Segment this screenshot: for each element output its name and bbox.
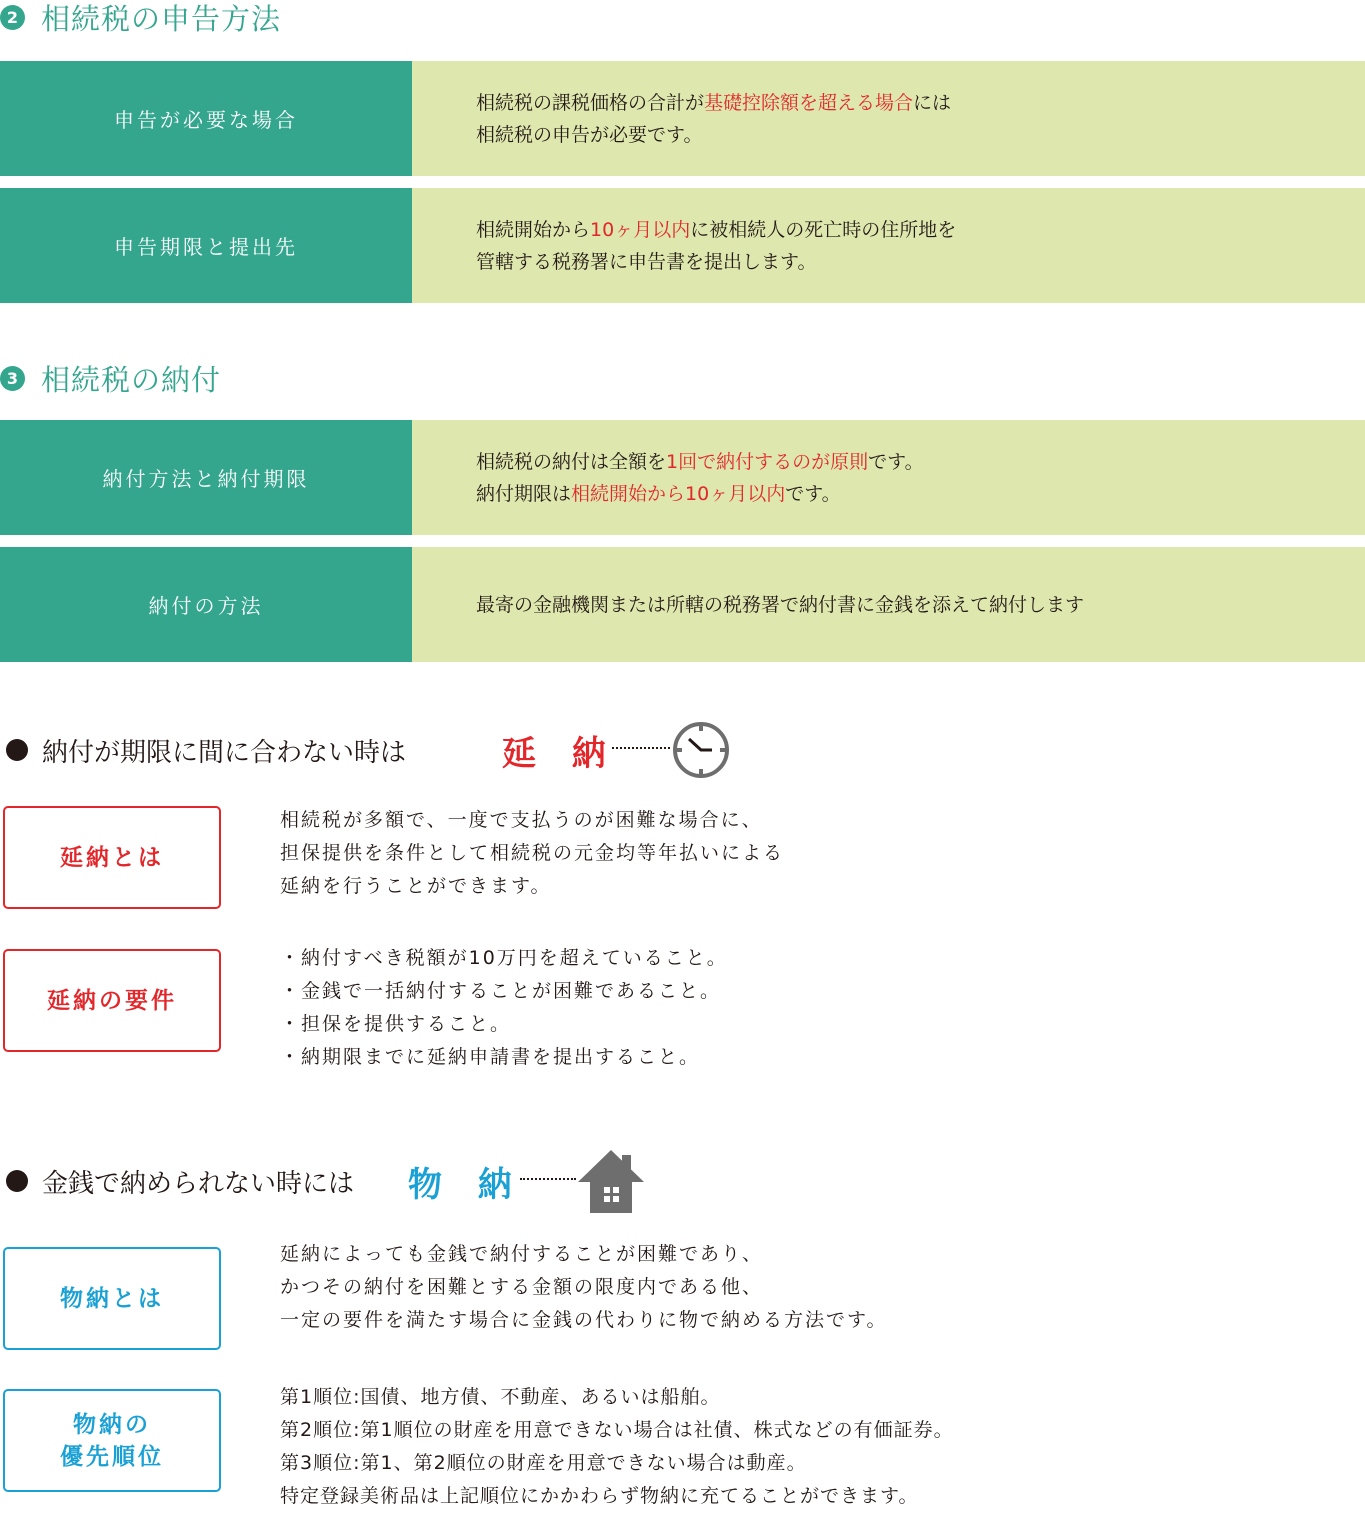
row-line: 管轄する税務署に申告書を提出します。 — [476, 250, 817, 273]
row-body — [412, 61, 1365, 176]
butsunou-priority-list — [280, 1381, 954, 1513]
row-line: 最寄の金融機関または所轄の税務署で納付書に金銭を添えて納付します — [476, 593, 1085, 616]
section2-row-2 — [0, 188, 1365, 303]
row-label: 申告が必要な場合 — [0, 61, 412, 176]
row-body — [412, 420, 1365, 535]
list-item: 特定登録美術品は上記順位にかかわらず物納に充てることができます。 — [280, 1485, 919, 1507]
butsunou-heading-text: 金銭で納められない時には — [42, 1168, 355, 1199]
bullet-dot — [6, 1170, 28, 1192]
ennou-heading-text: 納付が期限に間に合わない時は — [42, 737, 407, 768]
ennou-keyword: 延 納 — [502, 733, 618, 774]
row-label: 納付の方法 — [0, 547, 412, 662]
row-body — [412, 188, 1365, 303]
section3-title-text: 相続税の納付 — [41, 362, 222, 397]
row-line: 相続税の課税価格の合計が基礎控除額を超える場合には — [476, 91, 952, 114]
butsunou-about-text: 延納によっても金銭で納付することが困難であり、 かつその納付を困難とする金額の限度内である他、 一定の要件を満たす場合に金銭の代わりに物で納める方法です。 — [280, 1243, 888, 1331]
dotted-leader — [612, 747, 670, 749]
highlight-text: 相続開始から10ヶ月以内 — [571, 482, 786, 505]
list-item: ・金銭で一括納付することが困難であること。 — [280, 980, 722, 1002]
ennou-requirements-list — [280, 942, 728, 1074]
row-body — [412, 547, 1365, 662]
list-item: 第3順位:第1、第2順位の財産を用意できない場合は動産。 — [280, 1452, 807, 1474]
ennou-requirements-box: 延納の要件 — [3, 949, 221, 1052]
list-item: 第1順位:国債、地方債、不動産、あるいは船舶。 — [280, 1386, 721, 1408]
list-item: ・納付すべき税額が10万円を超えていること。 — [280, 947, 728, 969]
section2-number-badge: 2 — [0, 5, 25, 30]
section2-row-1 — [0, 61, 1365, 176]
section3-number-badge: 3 — [0, 366, 25, 391]
section3-row-1 — [0, 420, 1365, 535]
list-item: 第2順位:第1順位の財産を用意できない場合は社債、株式などの有価証券。 — [280, 1419, 954, 1441]
section3-row-2 — [0, 547, 1365, 662]
butsunou-keyword: 物 納 — [408, 1164, 524, 1205]
row-label: 納付方法と納付期限 — [0, 420, 412, 535]
row-line: 相続開始から10ヶ月以内に被相続人の死亡時の住所地を — [476, 218, 957, 241]
list-item: ・納期限までに延納申請書を提出すること。 — [280, 1046, 701, 1068]
bullet-dot — [6, 739, 28, 761]
ennou-heading — [6, 722, 730, 778]
butsunou-about-box: 物納とは — [3, 1247, 221, 1350]
butsunou-priority-box: 物納の 優先順位 — [3, 1389, 221, 1492]
highlight-text: 基礎控除額を超える場合 — [704, 91, 914, 114]
row-line: 納付期限は相続開始から10ヶ月以内です。 — [476, 482, 841, 505]
butsunou-heading — [6, 1147, 644, 1215]
clock-icon — [672, 721, 730, 779]
row-label: 申告期限と提出先 — [0, 188, 412, 303]
row-line: 相続税の納付は全額を1回で納付するのが原則です。 — [476, 450, 924, 473]
house-icon — [578, 1149, 644, 1213]
dotted-leader — [520, 1178, 576, 1180]
section2-title-text: 相続税の申告方法 — [41, 1, 282, 36]
section2-title — [0, 0, 281, 34]
highlight-text: 10ヶ月以内 — [590, 218, 691, 241]
ennou-about-text: 相続税が多額で、一度で支払うのが困難な場合に、 担保提供を条件として相続税の元金均等年払いによる 延納を行うことができます。 — [280, 809, 785, 897]
row-line: 相続税の申告が必要です。 — [476, 123, 703, 146]
highlight-text: 1回で納付するのが原則 — [666, 450, 869, 473]
ennou-about-box: 延納とは — [3, 806, 221, 909]
list-item: ・担保を提供すること。 — [280, 1013, 512, 1035]
section3-title — [0, 361, 221, 395]
